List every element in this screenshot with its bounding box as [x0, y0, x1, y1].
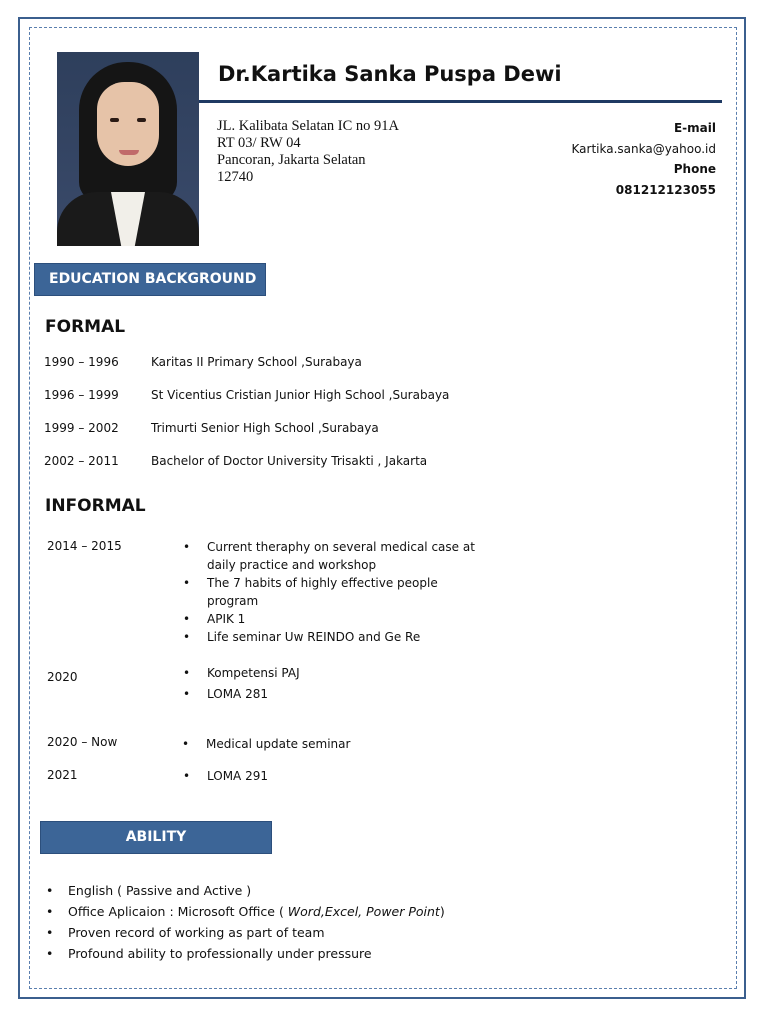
candidate-name: Dr.Kartika Sanka Puspa Dewi: [218, 62, 562, 86]
formal-years: 2002 – 2011: [44, 454, 119, 468]
list-item: • Kompetensi PAJ: [183, 663, 483, 684]
informal-title: INFORMAL: [45, 496, 146, 516]
address-line: JL. Kalibata Selatan IC no 91A: [217, 118, 400, 134]
list-item: • Life seminar Uw REINDO and Ge Re: [183, 628, 483, 646]
formal-school: Trimurti Senior High School ,Surabaya: [151, 421, 379, 435]
list-item: • Profound ability to professionally under pressure: [46, 943, 445, 964]
formal-school: St Vicentius Cristian Junior High School ,Surabaya: [151, 388, 450, 402]
address-line: Pancoran, Jakarta Selatan: [217, 152, 366, 168]
office-label: Office Aplicaion : Microsoft Office (: [68, 904, 288, 919]
formal-school: Bachelor of Doctor University Trisakti , Jakarta: [151, 454, 428, 468]
ability-heading: ABILITY: [40, 821, 272, 854]
list-item: • Medical update seminar: [182, 735, 482, 753]
list-item: • LOMA 291: [183, 767, 483, 785]
phone-label: Phone: [673, 162, 716, 176]
list-item: • English ( Passive and Active ): [46, 880, 445, 901]
informal-years: 2014 – 2015: [47, 539, 122, 553]
list-item: • Current theraphy on several medical case at daily practice and workshop: [183, 538, 483, 574]
email-label: E-mail: [673, 121, 716, 135]
informal-years: 2021: [47, 768, 78, 782]
list-item: • The 7 habits of highly effective people program: [183, 574, 483, 610]
contact-block: [572, 118, 717, 200]
ability-list: [46, 880, 445, 964]
list-item: • APIK 1: [183, 610, 483, 628]
phone-value: 081212123055: [615, 182, 716, 197]
list-item: • LOMA 281: [183, 684, 483, 705]
informal-list: [182, 735, 482, 753]
email-value: Kartika.sanka@yahoo.id: [571, 141, 716, 156]
list-item: • Proven record of working as part of team: [46, 922, 445, 943]
formal-years: 1996 – 1999: [44, 388, 119, 402]
formal-years: 1999 – 2002: [44, 421, 119, 435]
profile-photo: [57, 52, 199, 246]
informal-list: [183, 663, 483, 705]
informal-list: [183, 767, 483, 785]
formal-school: Karitas II Primary School ,Surabaya: [151, 355, 362, 369]
formal-years: 1990 – 1996: [44, 355, 119, 369]
list-item: [46, 901, 445, 922]
informal-years: 2020: [47, 670, 78, 684]
education-heading: EDUCATION BACKGROUND: [34, 263, 266, 296]
informal-years: 2020 – Now: [47, 735, 118, 749]
formal-title: FORMAL: [45, 317, 126, 337]
address-line: RT 03/ RW 04: [217, 135, 301, 151]
office-apps: Word,Excel, Power Point: [287, 904, 440, 919]
name-underline: [199, 100, 722, 103]
address-line: 12740: [217, 169, 254, 185]
address-block: [217, 118, 399, 186]
informal-list: [183, 538, 483, 646]
office-close: ): [439, 904, 445, 919]
